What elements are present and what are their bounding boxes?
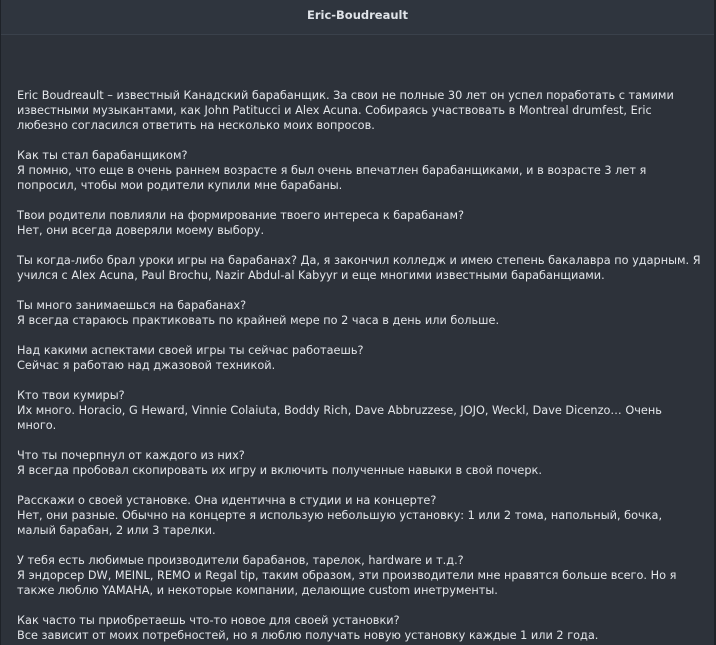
qa-question: Твои родители повлияли на формирование твоего интереса к барабанам? [17,209,464,222]
qa-answer: Их много. Horacio, G Heward, Vinnie Colaiuta, Boddy Rich, Dave Abbruzzese, JOJO, Weckl, Dave Dicenzo… Очень много. [17,404,662,432]
qa-question: Кто твои кумиры? [17,389,125,402]
qa-question: Как часто ты приобретаешь что-то новое для своей установки? [17,614,400,627]
qa-answer: Я всегда стараюсь практиковать по крайней мере по 2 часа в день или больше. [17,314,500,327]
qa-answer: Я всегда пробовал скопировать их игру и включить полученные навыки в свой почерк. [17,464,542,477]
qa-block [17,388,704,433]
post-header [1,0,714,35]
qa-answer: Я помню, что еще в очень раннем возрасте я был очень впечатлен барабанщиками, и в возрасте 3 лет я попросил, чтобы мои родители купили мне барабаны. [17,164,647,192]
qa-question: Как ты стал барабанщиком? [17,149,188,162]
post-title: Eric-Boudreault [306,8,408,22]
qa-question: Ты когда-либо брал уроки игры на барабанах? Да, я закончил колледж и имею степень бакалавра по ударным. Я учился с Alex Acuna, Paul Brochu, Nazir Abdul-al Kabyyr и еще многими известными барабанщиами. [17,254,701,282]
qa-block [17,298,704,328]
qa-question: Расскажи о своей установке. Она идентична в студии и на концерте? [17,494,437,507]
qa-block [17,208,704,238]
qa-answer: Нет, они всегда доверяли моему выбору. [17,224,265,237]
post-body [1,35,714,645]
qa-block [17,343,704,373]
qa-block [17,148,704,193]
qa-block [17,493,704,538]
intro-text: Eric Boudreault – известный Канадский барабанщик. За свои не полные 30 лет он успел поработать с тамими известными музыкантами, как John Patitucci и Alex Acuna. Собираясь участвовать в Montreal drumfest, Eric любезно согласился ответить на несколько моих вопросов. [17,89,674,132]
qa-question: Над какими аспектами своей игры ты сейчас работаешь? [17,344,364,357]
qa-answer: Нет, они разные. Обычно на концерте я использую небольшую установку: 1 или 2 тома, напольный, бочка, малый барабан, 2 или 3 тарелки. [17,509,663,537]
qa-block [17,613,704,643]
qa-question: Ты много занимаешься на барабанах? [17,299,247,312]
qa-answer: Сейчас я работаю над джазовой техникой. [17,359,276,372]
qa-question: У тебя есть любимые производители барабанов, тарелок, hardware и т.д.? [17,554,464,567]
qa-block [17,253,704,283]
qa-block [17,553,704,598]
intro-paragraph [17,88,704,133]
qa-answer: Я эндорсер DW, MEINL, REMO и Regal tip, таким образом, эти производители мне нравятся больше всего. Но я также люблю YAMAHA, и некоторые компании, делающие custom инетрументы. [17,569,677,597]
qa-block [17,448,704,478]
qa-question: Что ты почерпнул от каждого из них? [17,449,245,462]
qa-answer: Все зависит от моих потребностей, но я люблю получать новую установку каждые 1 или 2 года. [17,629,599,642]
